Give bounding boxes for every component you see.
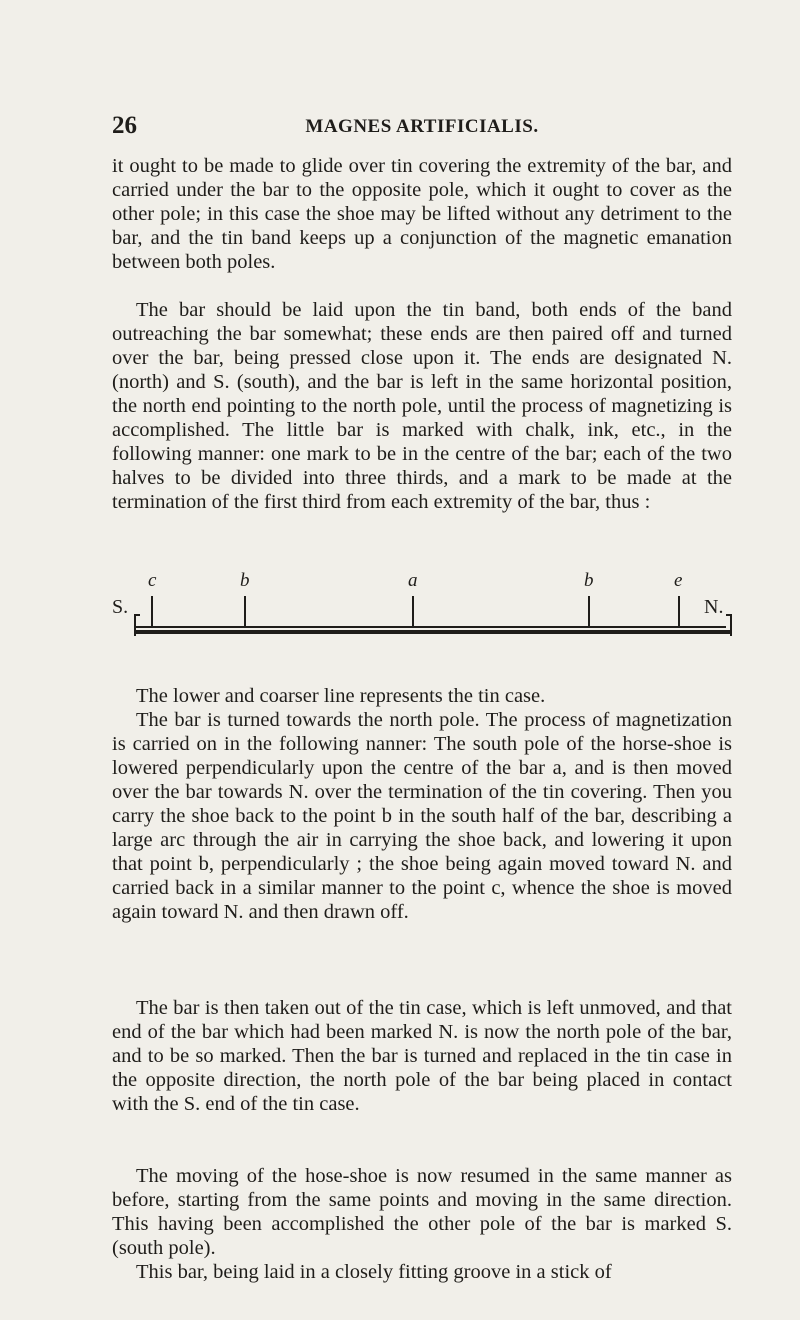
tin-case-line — [134, 630, 732, 634]
mark-label-b-north: b — [584, 570, 594, 591]
tin-case-right-lip — [726, 614, 732, 616]
mark-e — [678, 596, 680, 626]
tin-case-left-lip — [134, 614, 140, 616]
mark-label-e: e — [674, 570, 683, 591]
page-number: 26 — [112, 112, 137, 139]
north-label: N. — [704, 596, 724, 618]
bar-line — [136, 626, 726, 628]
mark-label-c: c — [148, 570, 157, 591]
paragraph: it ought to be made to glide over tin covering the extremity of the bar, and carried under the bar to the opposite pole, which it ought to cover as the other pole; in this case the shoe may be lifted without any detriment to the bar, and the tin band keeps up a conjunction of the magnetic emanation between both poles. — [112, 155, 732, 273]
paragraph: The bar is turned towards the north pole. The process of magnetization is carried on in the following nanner: The south pole of the horse-shoe is lowered perpendicularly upon the centre of the bar a, and is then moved over the bar towards N. over the termination of the tin covering. Then you carry the shoe back to the point b in the south half of the bar, describing a large arc through the air in carrying the shoe back, and lowering it upon that point b, perpendicularly ; the shoe being again moved toward N. and carried back in a similar manner to the point c, whence the shoe is moved again toward N. and then drawn off. — [112, 709, 732, 923]
tin-case-right-end — [730, 614, 732, 636]
mark-label-a: a — [408, 570, 418, 591]
mark-b-north — [588, 596, 590, 626]
paragraph: The bar is then taken out of the tin case, which is left unmoved, and that end of the bar which had been marked N. is now the north pole of the bar, and to be so marked. Then the bar is turned and replaced in the tin case in the opposite direction, the north pole of the bar being placed in contact with the S. end of the tin case. — [112, 997, 732, 1115]
paragraph: The bar should be laid upon the tin band, both ends of the band outreaching the bar somewhat; these ends are then paired off and turned over the bar, being pressed close upon it. The ends are designated N. (north) and S. (south), and the bar is left in the same horizontal position, the north end pointing to the north pole, until the process of magnetizing is accomplished. The little bar is marked with chalk, ink, etc., in the following manner: one mark to be in the centre of the bar; each of the two halves to be divided into three thirds, and a mark to be made at the termination of the first third from each extremity of the bar, thus : — [112, 299, 732, 513]
paragraph: This bar, being laid in a closely fitting groove in a stick of — [136, 1261, 612, 1283]
mark-b-south — [244, 596, 246, 626]
south-label: S. — [112, 596, 129, 618]
mark-label-b-south: b — [240, 570, 250, 591]
bar-marking-diagram — [112, 570, 732, 678]
mark-a — [412, 596, 414, 626]
paragraph: The lower and coarser line represents the tin case. — [136, 685, 546, 707]
tin-case-left-end — [134, 614, 136, 636]
mark-c — [151, 596, 153, 626]
paragraph: The moving of the hose-shoe is now resumed in the same manner as before, starting from the same points and moving in the same direction. This having been accomplished the other pole of the bar is marked S. (south pole). — [112, 1165, 732, 1259]
running-title: MAGNES ARTIFICIALIS. — [305, 116, 539, 137]
running-head — [112, 112, 732, 142]
